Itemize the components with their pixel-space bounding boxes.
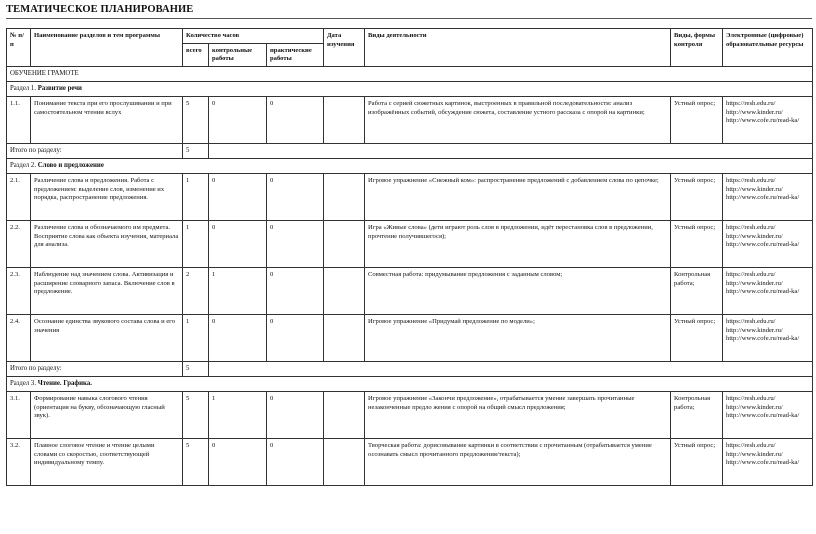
resource-link[interactable]: http://www.kinder.ru/ bbox=[726, 108, 783, 116]
resource-link[interactable]: https://resh.edu.ru/ bbox=[726, 394, 776, 402]
header-resources: Электронные (цифровые) образовательные ресурсы bbox=[723, 29, 813, 67]
study-date bbox=[324, 267, 365, 314]
topic-row bbox=[7, 438, 813, 485]
resource-links bbox=[723, 220, 813, 267]
section-title: ОБУЧЕНИЕ ГРАМОТЕ bbox=[7, 67, 813, 82]
module-prefix: Раздел 1. bbox=[10, 85, 38, 93]
activity-description: Игровое упражнение «Закончи предложение», отрабатывается умение завершать прочитанные незаконченные предло жения с опорой на общий смысл предложения; bbox=[365, 391, 671, 438]
thematic-plan-table bbox=[6, 28, 813, 486]
hours-control: 1 bbox=[209, 267, 267, 314]
resource-links bbox=[723, 97, 813, 144]
hours-practical: 0 bbox=[267, 391, 324, 438]
resource-link[interactable]: https://resh.edu.ru/ bbox=[726, 270, 776, 278]
title-underline bbox=[6, 18, 812, 19]
resource-link[interactable]: https://resh.edu.ru/ bbox=[726, 441, 776, 449]
control-form: Устный опрос; bbox=[671, 173, 723, 220]
hours-total: 5 bbox=[183, 438, 209, 485]
hours-control: 1 bbox=[209, 391, 267, 438]
topic-num: 2.3. bbox=[7, 267, 31, 314]
study-date bbox=[324, 97, 365, 144]
module-prefix: Раздел 2. bbox=[10, 162, 38, 170]
topic-num: 3.2. bbox=[7, 438, 31, 485]
resource-link[interactable]: http://www.kinder.ru/ bbox=[726, 403, 783, 411]
header-row-1 bbox=[7, 29, 813, 44]
module-header-row bbox=[7, 376, 813, 391]
control-form: Устный опрос; bbox=[671, 220, 723, 267]
subtotal-label: Итого по разделу: bbox=[7, 361, 183, 376]
resource-link[interactable]: http://www.cofe.ru/read-ka/ bbox=[726, 459, 800, 467]
module-name: Слово и предложение bbox=[37, 162, 104, 170]
resource-links bbox=[723, 267, 813, 314]
topic-row bbox=[7, 97, 813, 144]
module-title bbox=[7, 159, 813, 174]
resource-link[interactable]: http://www.kinder.ru/ bbox=[726, 232, 783, 240]
document-title: ТЕМАТИЧЕСКОЕ ПЛАНИРОВАНИЕ bbox=[6, 4, 194, 15]
hours-practical: 0 bbox=[267, 314, 324, 361]
activity-description: Творческая работа: дорисовывание картинки в соответствии с прочитанным (отрабатывается умение осознавать смысл прочитанного предложения/текста); bbox=[365, 438, 671, 485]
topic-row bbox=[7, 220, 813, 267]
control-form: Устный опрос; bbox=[671, 314, 723, 361]
topic-row bbox=[7, 391, 813, 438]
hours-control: 0 bbox=[209, 314, 267, 361]
hours-control: 0 bbox=[209, 220, 267, 267]
subtotal-empty bbox=[209, 144, 813, 159]
hours-total: 5 bbox=[183, 391, 209, 438]
hours-control: 0 bbox=[209, 97, 267, 144]
activity-description: Игровое упражнение «Снежный ком»: распространение предложений с добавлением слова по цепочке; bbox=[365, 173, 671, 220]
study-date bbox=[324, 314, 365, 361]
topic-row bbox=[7, 267, 813, 314]
resource-link[interactable]: http://www.kinder.ru/ bbox=[726, 185, 783, 193]
activity-description: Совместная работа: придумывание предложения с заданным словом; bbox=[365, 267, 671, 314]
activity-description: Игра «Живые слова» (дети играют роль слов в предложении, идёт перестановка слов в предложении, прочтение получившегося); bbox=[365, 220, 671, 267]
resource-links bbox=[723, 314, 813, 361]
topic-num: 2.2. bbox=[7, 220, 31, 267]
study-date bbox=[324, 173, 365, 220]
resource-links bbox=[723, 391, 813, 438]
subtotal-hours: 5 bbox=[183, 361, 209, 376]
header-date: Дата изучения bbox=[324, 29, 365, 67]
resource-links bbox=[723, 173, 813, 220]
header-control: контрольные работы bbox=[209, 43, 267, 66]
control-form: Устный опрос; bbox=[671, 438, 723, 485]
study-date bbox=[324, 438, 365, 485]
topic-row bbox=[7, 314, 813, 361]
resource-link[interactable]: http://www.cofe.ru/read-ka/ bbox=[726, 194, 800, 202]
resource-link[interactable]: http://www.kinder.ru/ bbox=[726, 279, 783, 287]
resource-link[interactable]: https://resh.edu.ru/ bbox=[726, 317, 776, 325]
resource-links bbox=[723, 438, 813, 485]
module-name: Чтение. Графика. bbox=[37, 379, 92, 387]
module-title bbox=[7, 376, 813, 391]
hours-practical: 0 bbox=[267, 438, 324, 485]
hours-total: 2 bbox=[183, 267, 209, 314]
subtotal-hours: 5 bbox=[183, 144, 209, 159]
section-row bbox=[7, 67, 813, 82]
hours-practical: 0 bbox=[267, 267, 324, 314]
topic-num: 2.4. bbox=[7, 314, 31, 361]
topic-name: Формирование навыка слогового чтения (ориентация на букву, обозначающую гласный звук). bbox=[31, 391, 183, 438]
header-control-forms: Виды, формы контроля bbox=[671, 29, 723, 67]
hours-total: 1 bbox=[183, 220, 209, 267]
resource-link[interactable]: http://www.cofe.ru/read-ka/ bbox=[726, 241, 800, 249]
subtotal-empty bbox=[209, 361, 813, 376]
topic-num: 3.1. bbox=[7, 391, 31, 438]
hours-control: 0 bbox=[209, 173, 267, 220]
subtotal-label: Итого по разделу: bbox=[7, 144, 183, 159]
activity-description: Работа с серией сюжетных картинок, выстроенных в правильной последовательности: анализ изображённых событий, обсуждение сюжета, составление устного рассказа с опорой на картинки; bbox=[365, 97, 671, 144]
module-prefix: Раздел 3. bbox=[10, 379, 38, 387]
resource-link[interactable]: https://resh.edu.ru/ bbox=[726, 100, 776, 108]
hours-control: 0 bbox=[209, 438, 267, 485]
module-subtotal-row bbox=[7, 361, 813, 376]
topic-name: Плавное слоговое чтение и чтение целыми словами со скоростью, соответствующей индивидуальному темпу. bbox=[31, 438, 183, 485]
control-form: Контрольная работа; bbox=[671, 391, 723, 438]
resource-link[interactable]: http://www.kinder.ru/ bbox=[726, 326, 783, 334]
topic-name: Различение слова и предложения. Работа с предложением: выделение слов, изменение их порядка, распространение предложения. bbox=[31, 173, 183, 220]
module-name: Развитие речи bbox=[37, 85, 82, 93]
topic-name: Осознание единства звукового состава слова и его значения bbox=[31, 314, 183, 361]
study-date bbox=[324, 391, 365, 438]
header-total: всего bbox=[183, 43, 209, 66]
hours-practical: 0 bbox=[267, 97, 324, 144]
header-practical: практические работы bbox=[267, 43, 324, 66]
study-date bbox=[324, 220, 365, 267]
topic-num: 2.1. bbox=[7, 173, 31, 220]
resource-link[interactable]: http://www.cofe.ru/read-ka/ bbox=[726, 117, 800, 125]
module-title bbox=[7, 82, 813, 97]
hours-total: 1 bbox=[183, 314, 209, 361]
resource-link[interactable]: http://www.kinder.ru/ bbox=[726, 450, 783, 458]
header-name: Наименование разделов и тем программы bbox=[31, 29, 183, 67]
module-header-row bbox=[7, 159, 813, 174]
hours-practical: 0 bbox=[267, 220, 324, 267]
hours-total: 5 bbox=[183, 97, 209, 144]
module-header-row bbox=[7, 82, 813, 97]
resource-link[interactable]: http://www.cofe.ru/read-ka/ bbox=[726, 335, 800, 343]
hours-practical: 0 bbox=[267, 173, 324, 220]
control-form: Устный опрос; bbox=[671, 97, 723, 144]
header-activities: Виды деятельности bbox=[365, 29, 671, 67]
resource-link[interactable]: https://resh.edu.ru/ bbox=[726, 223, 776, 231]
module-subtotal-row bbox=[7, 144, 813, 159]
resource-link[interactable]: https://resh.edu.ru/ bbox=[726, 176, 776, 184]
resource-link[interactable]: http://www.cofe.ru/read-ka/ bbox=[726, 412, 800, 420]
topic-name: Различение слова и обозначаемого им предмета. Восприятие слова как объекта изучения, материала для анализа. bbox=[31, 220, 183, 267]
activity-description: Игровое упражнение «Придумай предложение по модели»; bbox=[365, 314, 671, 361]
topic-row bbox=[7, 173, 813, 220]
hours-total: 1 bbox=[183, 173, 209, 220]
header-hours: Количество часов bbox=[183, 29, 324, 44]
control-form: Контрольная работа; bbox=[671, 267, 723, 314]
header-num: № п/п bbox=[7, 29, 31, 67]
topic-name: Понимание текста при его прослушивании и при самостоятельном чтении вслух bbox=[31, 97, 183, 144]
topic-num: 1.1. bbox=[7, 97, 31, 144]
resource-link[interactable]: http://www.cofe.ru/read-ka/ bbox=[726, 288, 800, 296]
topic-name: Наблюдение над значением слова. Активизация и расширение словарного запаса. Включение слов в предложение. bbox=[31, 267, 183, 314]
